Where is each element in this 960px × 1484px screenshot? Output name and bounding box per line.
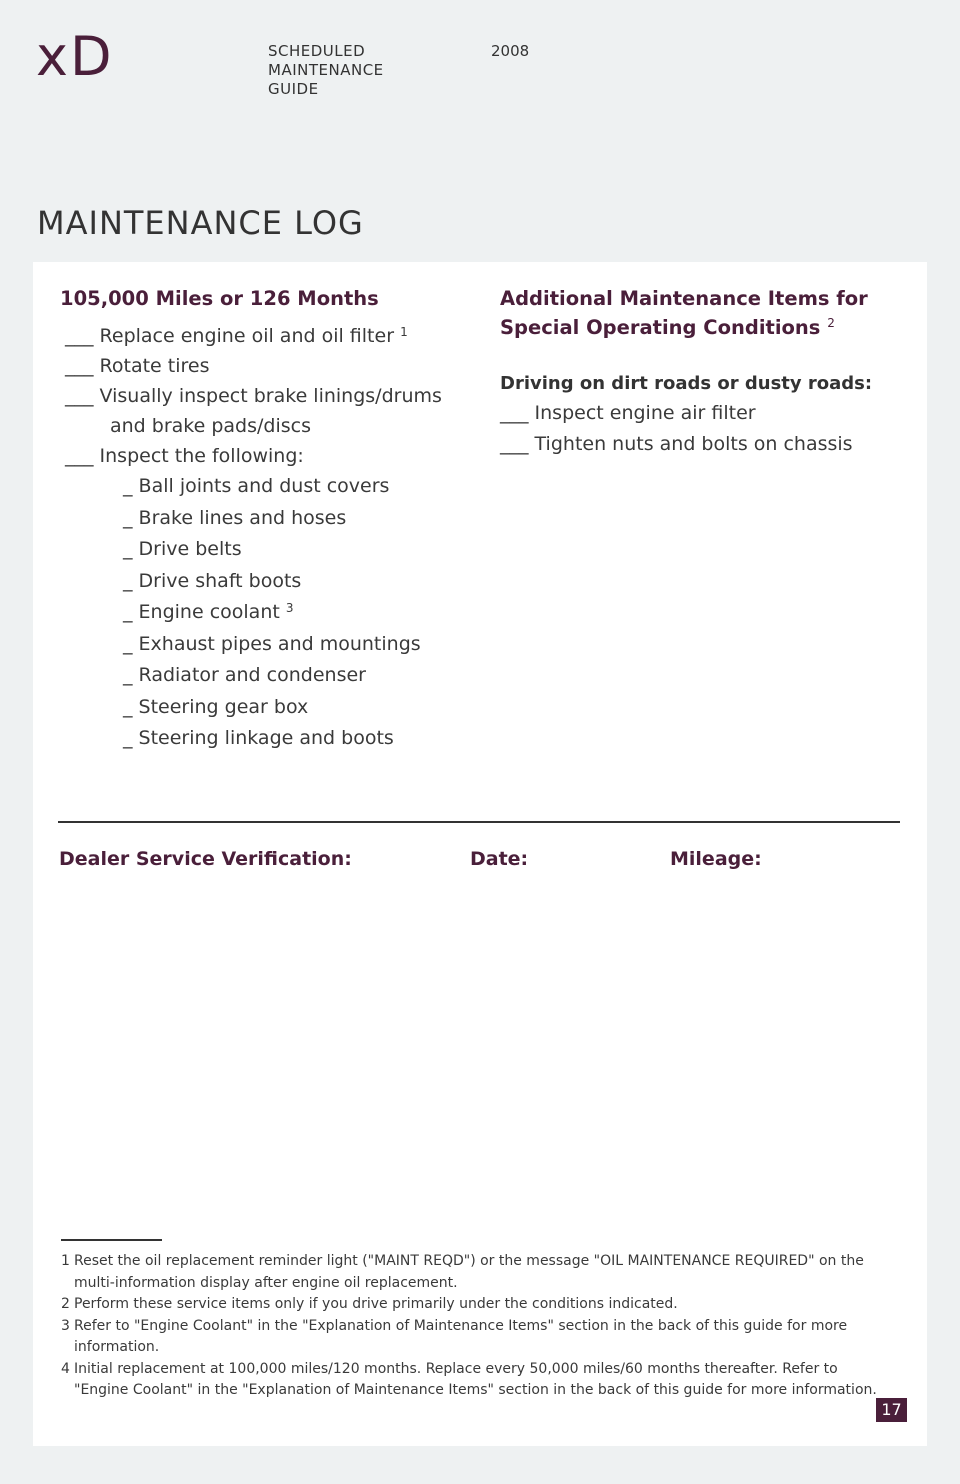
- guide-year: 2008: [491, 42, 530, 60]
- footnote: 4 Initial replacement at 100,000 miles/120 months. Replace every 50,000 miles/60 months thereafter. Refer to "Engine Coolant" in the "Explanation of Maintenance Items" section in the back of this guide for more information.: [61, 1360, 877, 1398]
- sub-checklist-item: _ Steering linkage and boots: [123, 727, 394, 749]
- additional-title-line: Additional Maintenance Items for: [500, 287, 868, 310]
- sub-checklist-item: _ Drive belts: [123, 538, 242, 560]
- sub-checklist-item: _ Exhaust pipes and mountings: [123, 632, 421, 655]
- inspection-sub-list: [65, 471, 480, 755]
- checklist-item: ___ Rotate tires: [65, 355, 210, 377]
- section-divider: [58, 821, 900, 823]
- checklist-item: ___ Inspect the following:: [65, 445, 304, 467]
- sub-checklist-item: _ Ball joints and dust covers: [123, 475, 390, 497]
- maintenance-log-panel: [33, 262, 927, 1446]
- mileage-label: Mileage:: [670, 848, 762, 870]
- page-number: 17: [876, 1398, 907, 1422]
- guide-title-line: MAINTENANCE: [268, 61, 384, 79]
- sub-checklist-item: _ Brake lines and hoses: [123, 506, 347, 529]
- checklist-item-continuation: and brake pads/discs: [110, 415, 312, 437]
- checklist-item: ___ Visually inspect brake linings/drums: [65, 385, 442, 407]
- page-title: MAINTENANCE LOG: [37, 204, 364, 242]
- date-label: Date:: [470, 848, 529, 870]
- interval-item-list: [60, 321, 480, 755]
- additional-section: [500, 284, 910, 460]
- sub-checklist-item: _ Radiator and condenser: [123, 664, 366, 686]
- footnote: 2 Perform these service items only if you drive primarily under the conditions indicated.: [61, 1296, 678, 1312]
- checklist-item: ___ Replace engine oil and oil filter $^1$: [65, 325, 408, 347]
- dealer-verification-row: [33, 848, 927, 878]
- sub-checklist-item: _ Engine coolant $^3$: [123, 601, 294, 623]
- footnote-ref: 2: [827, 316, 835, 330]
- checklist-item: ___ Tighten nuts and bolts on chassis: [500, 433, 853, 455]
- footnote: 3 Refer to "Engine Coolant" in the "Explanation of Maintenance Items" section in the back of this guide for more information.: [61, 1317, 848, 1355]
- guide-title-line: SCHEDULED: [268, 42, 366, 60]
- footnote-ref: 3: [285, 601, 294, 615]
- checklist-item: ___ Inspect engine air filter: [500, 402, 756, 424]
- guide-title: [268, 42, 384, 99]
- footnote: 1 Reset the oil replacement reminder light ("MAINT REQD") or the message "OIL MAINTENANCE REQUIRED" on the multi-information display after engine oil replacement.: [61, 1253, 864, 1291]
- condition-heading: Driving on dirt roads or dusty roads:: [500, 373, 873, 394]
- interval-section: [60, 284, 480, 755]
- brand-logo: xD: [36, 25, 114, 88]
- sub-checklist-item: _ Steering gear box: [123, 695, 309, 718]
- footnote-divider: [61, 1239, 162, 1241]
- sub-checklist-item: _ Drive shaft boots: [123, 569, 302, 592]
- interval-title: 105,000 Miles or 126 Months: [60, 287, 379, 310]
- guide-title-line: GUIDE: [268, 80, 319, 98]
- footnotes: [61, 1251, 891, 1402]
- additional-title-line: Special Operating Conditions $^2$: [500, 316, 835, 339]
- footnote-ref: 1: [400, 325, 408, 339]
- dealer-verification-label: Dealer Service Verification:: [59, 848, 352, 870]
